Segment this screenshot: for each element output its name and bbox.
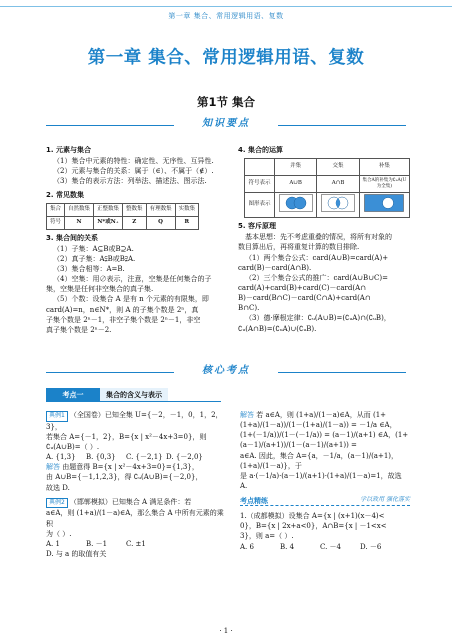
banner-title: 核心考点 (202, 365, 250, 376)
text-line: 基本思想：先不考虑重叠的情况，将所有对象的 (245, 233, 392, 242)
table-cell: A∪B (274, 176, 316, 193)
banner-title: 知识要点 (202, 118, 250, 129)
table-row (245, 193, 410, 218)
table-cell: 符号表示 (245, 176, 275, 193)
table-cell: A∩B (317, 176, 359, 193)
table-row (47, 216, 199, 229)
operations-table (244, 158, 410, 218)
table-cell: N*或N₊ (94, 216, 123, 229)
text-line: （3）德·摩根定律：∁ᵤ(A∪B)=(∁ᵤA)∩(∁ᵤB)， (245, 314, 391, 323)
option: D. －6 (360, 542, 382, 551)
heading-inclusion-exclusion: 5. 容斥原理 (238, 222, 276, 231)
option: B. －1 (86, 539, 108, 548)
text-line: 真子集个数是 2ⁿ－2. (46, 325, 112, 334)
table-cell: 补集 (359, 159, 409, 176)
examples-left (46, 410, 226, 559)
topic-header (46, 388, 406, 402)
text-line: a∈A，则 (1+a)/(1－a)∈A，那么集合 A 中所有元素的乘积 (46, 509, 224, 528)
text-line: 为（ ）. (46, 529, 72, 538)
page-number: · 1 · (219, 627, 233, 635)
text-line: （3）集合的表示方法：列举法、描述法、图示法. (53, 177, 207, 186)
text-line: B)－card(B∩C)－card(C∩A)+card(A∩ (238, 294, 371, 303)
table-cell: 符号 (47, 216, 65, 229)
text-line: 若集合 A={－1，2}，B={x | x²－4x+3=0}，则 (46, 432, 207, 441)
table-cell: 图形表示 (245, 193, 275, 218)
heading-number-sets: 2. 常见数集 (46, 190, 84, 199)
practice-header (240, 496, 410, 508)
solution-label: 解答 (240, 411, 254, 419)
table-cell: Z (123, 216, 147, 229)
table-cell: Q (146, 216, 175, 229)
table-cell: 自然数集 (65, 203, 94, 216)
option: C. {－2,1} (126, 453, 163, 462)
chapter-title: 第一章 集合、常用逻辑用语、复数 (87, 48, 365, 68)
text-line: （全国卷）已知全集 U={－2，－1，0，1，2，3}， (46, 411, 223, 431)
options-row (46, 539, 226, 559)
option: D. {－2,0} (166, 453, 203, 462)
practice-motto: 学以致用 强化落实 (360, 496, 410, 504)
example-2 (46, 497, 226, 509)
text-line: card(A)+card(B)+card(C)－card(A∩ (238, 283, 367, 292)
table-cell: 整数集 (123, 203, 147, 216)
option: D. 与 a 的取值有关 (46, 549, 107, 558)
left-column (46, 142, 224, 335)
option: C. ±1 (126, 539, 146, 548)
text-line: 1.（成都模拟）设集合 A={x | (x+1)(x－4)< (240, 512, 385, 521)
running-header (0, 0, 452, 22)
solution-line (240, 410, 410, 430)
text-line: （邯郸模拟）已知集合 A 满足条件：若 (69, 497, 192, 506)
text-line: （5）个数：设集合 A 是有 n 个元素的有限集，即 (53, 295, 209, 304)
topic-rule (46, 401, 221, 402)
table-row (245, 176, 410, 193)
running-head-text: 第一章 集合、常用逻辑用语、复数 (168, 12, 284, 20)
text-line: （2）三个集合公式的推广：card(A∪B∪C)= (245, 273, 388, 282)
solution-line (46, 462, 226, 472)
table-row (47, 203, 199, 216)
core-banner (46, 364, 406, 380)
text-line: （3）集合相等：A=B. (53, 265, 125, 274)
option: C. －4 (320, 542, 342, 551)
text-line: （1）子集：A⊆B或B⊇A. (53, 244, 134, 253)
example-label: 典例1 (46, 411, 68, 422)
text-line: （2）元素与集合的关系：属于（∈）、不属于（∉）. (53, 167, 214, 176)
option: B. 4 (280, 542, 295, 551)
table-cell: 交集 (317, 159, 359, 176)
table-cell (245, 159, 275, 176)
text-line: 0}，B={x | 2x+a<0}，A∩B={x | －1<x< (240, 522, 387, 531)
intersection-venn-diagram (317, 193, 359, 218)
table-cell: 实数集 (175, 203, 199, 216)
text-line: （1）两个集合公式：card(A∪B)=card(A)+ (245, 253, 389, 262)
complement-venn-diagram (359, 193, 409, 218)
table-cell: 并集 (274, 159, 316, 176)
union-venn-diagram (274, 193, 316, 218)
heading-relations: 3. 集合间的关系 (46, 233, 98, 242)
text-line: （4）空集：用∅表示，注意，空集是任何集合的子 (53, 275, 212, 284)
text-line: 由题意得 B={x | x²－4x+3=0}={1,3}， (62, 463, 199, 472)
example-label: 典例2 (46, 498, 68, 509)
text-line: 若 a∈A，则 (1+a)/(1－a)∈A，从而 (1+(1+a)/(1－a))/(1－(1+a)/(1－a)) = －1/a ∈A， (240, 411, 397, 430)
text-line: 子集个数是 2ⁿ－1，非空子集个数是 2ⁿ－1，非空 (46, 315, 201, 324)
table-cell: 有理数集 (146, 203, 175, 216)
options-row (46, 452, 226, 462)
table-cell: 正整数集 (94, 203, 123, 216)
text-line: ∁ᵤ(A∩B)=(∁ᵤA)∪(∁ᵤB). (238, 324, 317, 333)
text-line: （2）真子集：A⫋B或B⫌A. (53, 254, 136, 263)
option: A. {1,3} (46, 453, 76, 462)
practice-rule (240, 505, 410, 507)
practice-label: 考点精练 (240, 497, 268, 506)
table-cell: N (65, 216, 94, 229)
section-title: 第1节 集合 (196, 95, 255, 109)
text-line: B∩C). (238, 304, 260, 313)
text-line: 故选 D. (46, 483, 70, 492)
option: A. 6 (240, 542, 254, 551)
options-row (240, 542, 410, 552)
text-line: 3}，则 a=（ ）. (240, 532, 294, 541)
heading-operations: 4. 集合的运算 (238, 146, 283, 154)
solution-label: 解答 (46, 463, 60, 472)
text-line: （1）集合中元素的特性：确定性、无序性、互异性. (53, 157, 214, 166)
text-line: 数目算出后，再将重复计算的数目排除. (238, 243, 360, 252)
table-cell: 集合A的补集为∁ᵤA(U为全集) (359, 176, 409, 193)
knowledge-banner (46, 117, 406, 133)
header-rule (0, 6, 452, 7)
text-line: (1+(－1/a))/(1－(－1/a)) = (a－1)/(a+1) ∈A，(1+(a－1)/(a+1))/(1－(a－1)/(a+1)) = (240, 431, 409, 450)
text-line: 是 a·(－1/a)·(a－1)/(a+1)·(1+a)/(1－a)=1，故选 A. (240, 471, 402, 490)
text-line: card(B)－card(A∩B). (238, 263, 312, 272)
example-1 (46, 410, 226, 432)
text-line: ∁ᵤ(A∪B)=（ ）. (46, 442, 100, 451)
text-line: a∈A. 因此，集合 A={a，－1/a，(a－1)/(a+1)，(1+a)/(1－a)}，于 (240, 451, 399, 470)
option: A. 1 (46, 539, 60, 548)
option: B. {0,3} (86, 453, 116, 462)
heading-elements: 1. 元素与集合 (46, 146, 91, 154)
topic-tag: 考点一 (46, 388, 100, 402)
table-cell: 集合 (47, 203, 65, 216)
text-line: 集，空集是任何非空集合的真子集. (46, 285, 154, 294)
text-line: card(A)=n，n∈N*，则 A 的子集个数是 2ⁿ，真 (46, 305, 199, 314)
table-cell: R (175, 216, 199, 229)
examples-right (240, 410, 410, 552)
text-line: 由 A∪B={－1,1,2,3}，得 ∁ᵤ(A∪B)={－2,0}， (46, 473, 203, 482)
table-row (245, 159, 410, 176)
topic-title: 集合的含义与表示 (100, 388, 168, 402)
number-set-table (46, 203, 199, 230)
right-column (238, 142, 410, 334)
